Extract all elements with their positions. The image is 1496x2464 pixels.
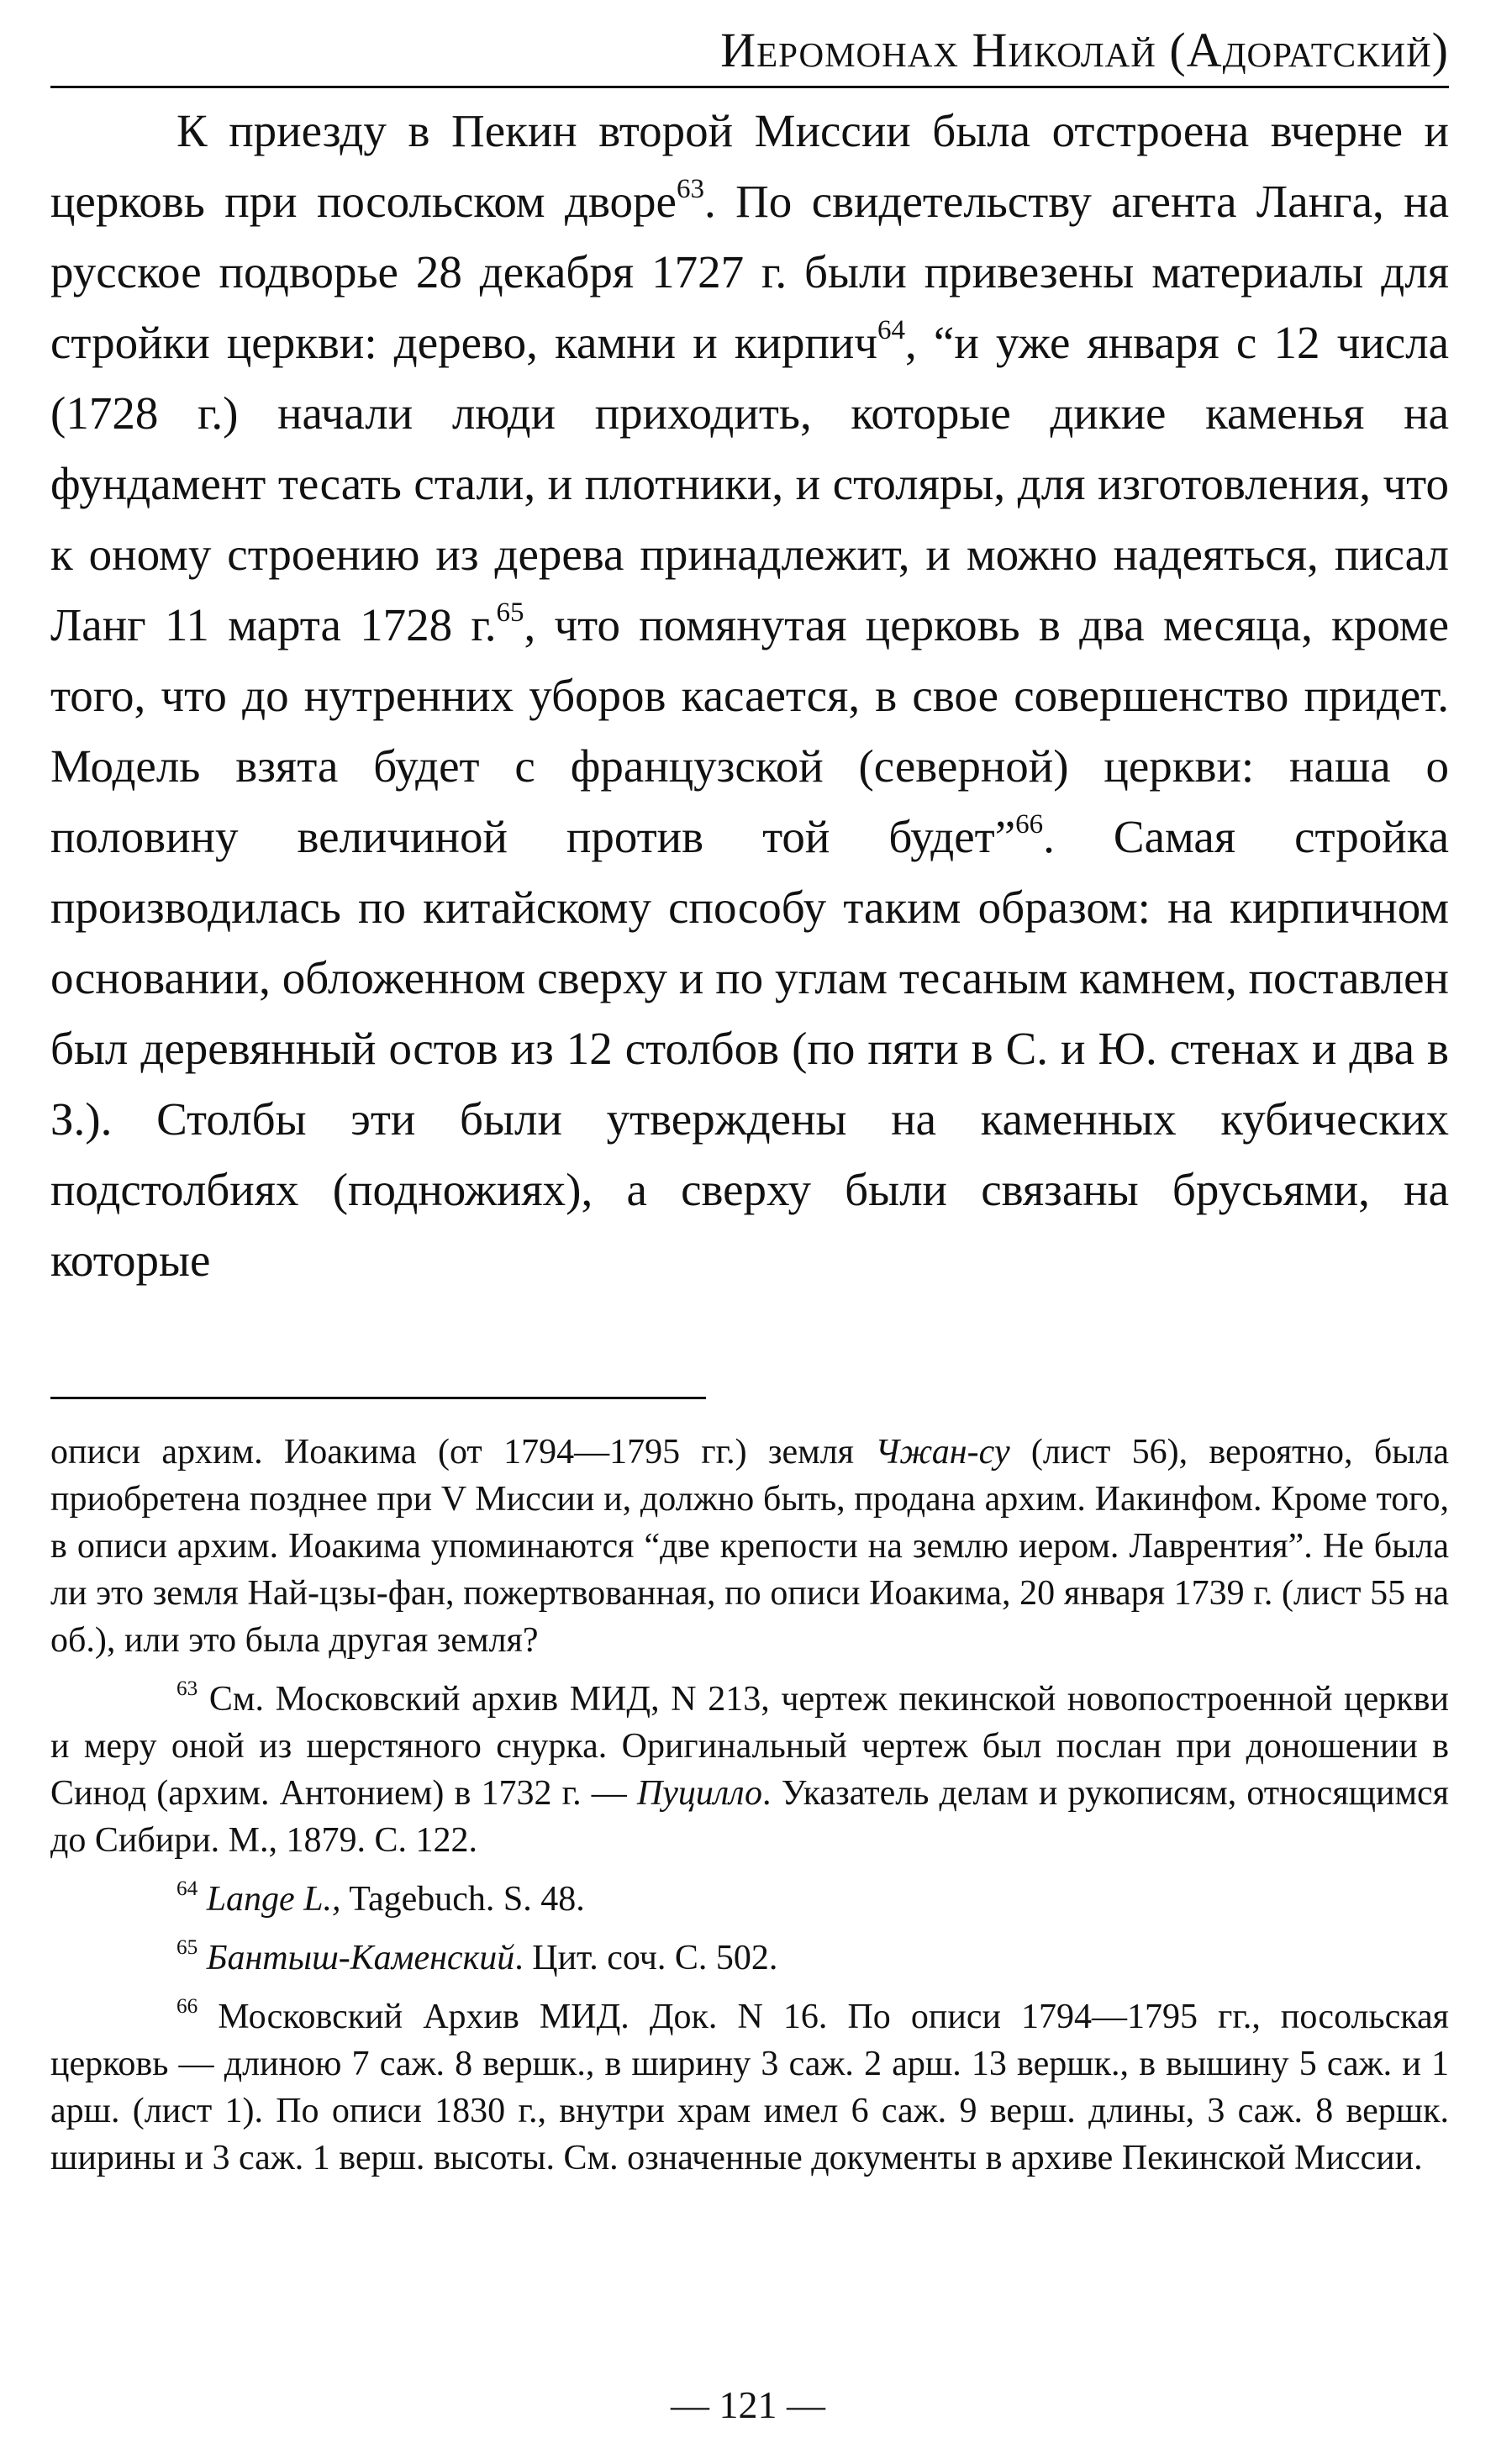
footnote-ref-63: 63	[676, 174, 704, 205]
text-run: , “и уже января с 12 числа (1728 г.) начали люди приходить, которые дикие каменья на фундамент тесать стали, и плотники, и столяры, для изготовления, что к оному строению из дерева принадлежит, и можно надеяться, писал Ланг 11 марта 1728 г.	[50, 317, 1449, 650]
footnote-63	[50, 1676, 1449, 1864]
text-run: (лист 56), вероятно, была приобретена позднее при V Миссии и, должно быть, продана архим. Иакинфом. Кроме того, в описи архим. Иоакима упоминаются “две крепости на землю иером. Лаврентия”. Не была ли это земля Най-цзы-фан, пожертвованная, по описи Иоакима, 20 января 1739 г. (лист 55 на об.), или это была другая земля?	[50, 1433, 1450, 1660]
footnote-66	[50, 1993, 1449, 2182]
footnote-number: 65	[176, 1936, 198, 1960]
footnote-number: 63	[176, 1677, 198, 1701]
text-run: Tagebuch. S. 48.	[340, 1880, 585, 1919]
footnote-rule	[50, 1397, 706, 1399]
text-run: . Указатель делам и рукописям, относящимся до Сибири. М., 1879. С. 122.	[50, 1774, 1449, 1860]
italic-run: Бантыш-Каменский	[206, 1939, 515, 1977]
page-number: — 121 —	[671, 2383, 825, 2426]
text-run: описи архим. Иоакима (от 1794—1795 гг.) земля	[50, 1433, 876, 1472]
italic-run: Lange L.,	[206, 1880, 341, 1919]
text-run: . По свидетельству агента Ланга, на русское подворье 28 декабря 1727 г. были привезены материалы для стройки церкви: дерево, камни и кирпич	[50, 176, 1449, 368]
text-run: Московский Архив МИД. Док. N 16. По описи 1794—1795 гг., посольская церковь — длиною 7 саж. 8 вершк., в ширину 3 саж. 2 арш. 13 вершк., в вышину 5 саж. и 1 арш. (лист 1). По описи 1830 г., внутри храм имел 6 саж. 9 верш. длины, 3 саж. 8 вершк. ширины и 3 саж. 1 верш. высоты. См. означенные документы в архиве Пекинской Миссии.	[50, 1998, 1449, 2177]
footnote-64	[50, 1876, 1449, 1923]
text-run: . Самая стройка производилась по китайскому способу таким образом: на кирпичном основании, обложенном сверху и по углам тесаным камнем, поставлен был деревянный остов из 12 столбов (по пяти в С. и Ю. стенах и два в З.). Столбы эти были утверждены на каменных кубических подстолбиях (подножиях), а сверху были связаны брусьями, на которые	[50, 811, 1449, 1286]
text-run: См. Московский архив МИД, N 213, чертеж пекинской новопостроенной церкви и меру оной из шерстяного снурка. Оригинальный чертеж был послан при доношении в Синод (архим. Антонием) в 1732 г. —	[50, 1680, 1449, 1813]
footnote-ref-64: 64	[877, 315, 905, 346]
footnote-number: 66	[176, 1995, 198, 2019]
footnotes	[50, 1429, 1449, 2193]
footnote-ref-65: 65	[496, 598, 524, 629]
main-paragraph	[50, 96, 1449, 1296]
footnote-65	[50, 1935, 1449, 1982]
text-run: . Цит. соч. С. 502.	[514, 1939, 778, 1977]
footnote-ref-66: 66	[1015, 809, 1044, 840]
text-run	[198, 1939, 207, 1977]
header-rule	[50, 86, 1449, 88]
text-run: К приезду в Пекин второй Миссии была отстроена вчерне и церковь при посольском дворе	[50, 105, 1449, 227]
italic-run: Пуцилло	[636, 1774, 763, 1813]
italic-run: Чжан-су	[875, 1433, 1010, 1472]
text-run: , что помянутая церковь в два месяца, кроме того, что до нутренних уборов касается, в свое совершенство придет. Модель взята будет с французской (северной) церкви: наша о половину величиной против той будет”	[50, 599, 1449, 862]
text-run	[198, 1880, 207, 1919]
footnote-number: 64	[176, 1877, 198, 1901]
running-head: Иеромонах Николай (Адоратский)	[720, 23, 1449, 77]
footnote-carryover	[50, 1429, 1449, 1664]
main-text	[50, 96, 1449, 1296]
